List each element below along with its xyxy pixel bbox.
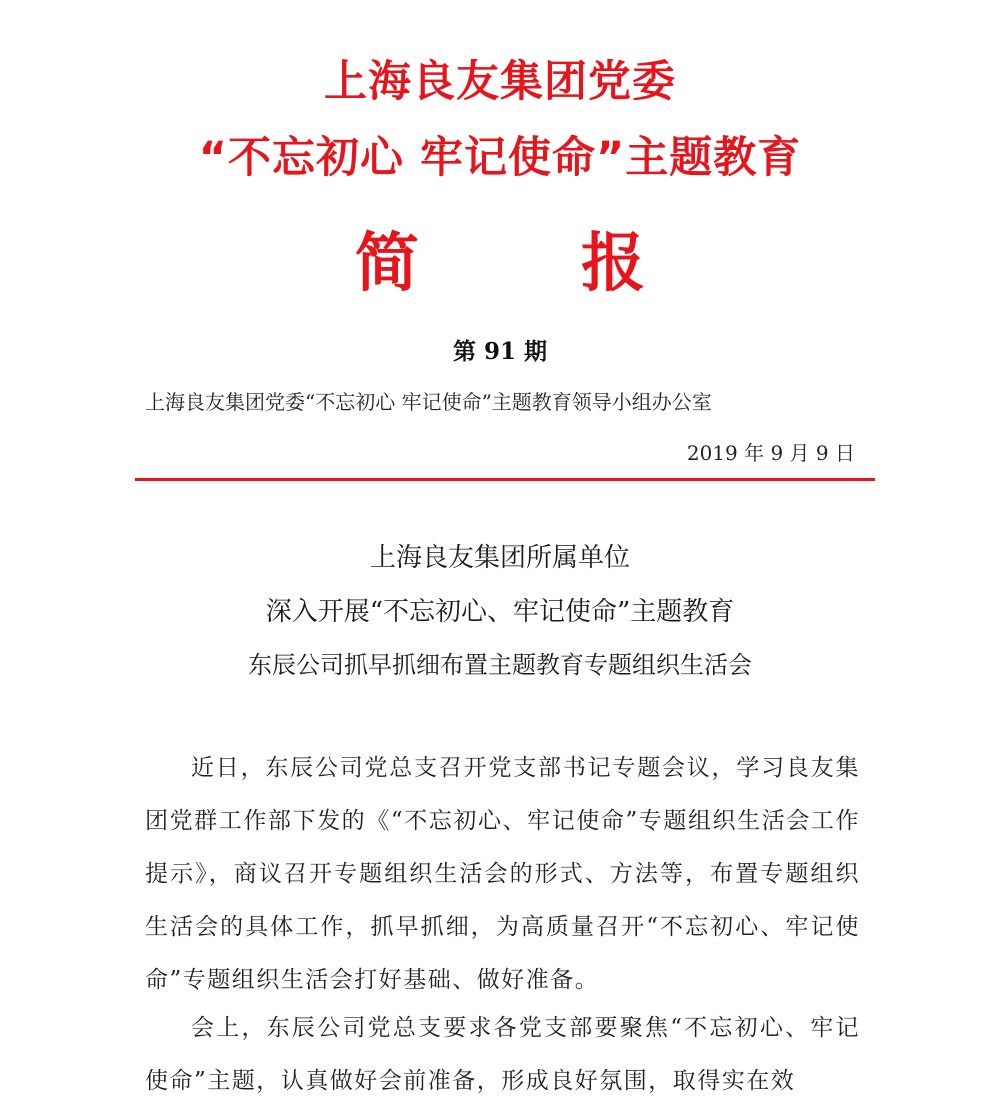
article-paragraph: 近日，东辰公司党总支召开党支部书记专题会议，学习良友集团党群工作部下发的《“不忘初心、牢记使命”专题组织生活会工作提示》，商议召开专题组织生活会的形式、方法等，布置专题组织生活会的具体工作，抓早抓细，为高质量召开“不忘初心、牢记使命”专题组织生活会打好基础、做好准备。 — [145, 755, 860, 993]
article-heading-2: 深入开展“不忘初心、牢记使命”主题教育 — [265, 597, 735, 627]
bulletin-title: 简 报 — [354, 227, 716, 301]
masthead-theme: “不忘初心 牢记使命”主题教育 — [198, 133, 802, 183]
masthead-organization: 上海良友集团党委 — [324, 57, 676, 107]
red-divider — [135, 478, 875, 481]
issue-number: 第 91 期 — [452, 338, 548, 365]
article-heading-1: 上海良友集团所属单位 — [369, 543, 630, 573]
article-heading-3: 东辰公司抓早抓细布置主题教育专题组织生活会 — [248, 651, 752, 679]
article-paragraph: 会上，东辰公司党总支要求各党支部要聚焦“不忘初心、牢记使命”主题，认真做好会前准备，形成良好氛围，取得实在效 — [145, 1015, 860, 1094]
issuing-office: 上海良友集团党委“不忘初心 牢记使命”主题教育领导小组办公室 — [145, 390, 712, 414]
issue-date: 2019 年 9 月 9 日 — [686, 441, 855, 465]
